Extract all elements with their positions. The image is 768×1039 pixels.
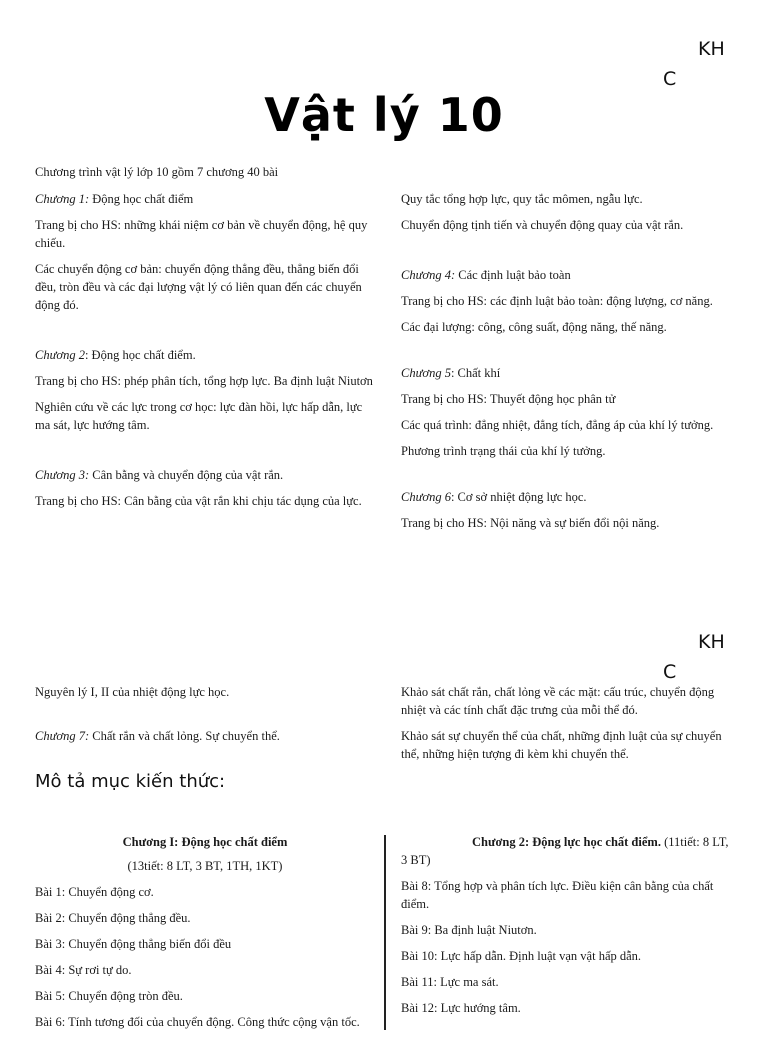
chapter1-desc-2: Các chuyển động cơ bản: chuyển động thẳng đều, thẳng biến đổi đều, tròn đều và các đại lượng vật lý có liên quan đến các chuyển động đó.: [35, 262, 362, 312]
thermo-principles: Nguyên lý I, II của nhiệt động lực học.: [35, 685, 230, 699]
chapter3-heading: Chương 3: Cân bằng và chuyển động của vật rắn.: [35, 468, 284, 482]
kh-mark-top-line1: KH: [698, 38, 725, 60]
chapter1-heading: Chương 1: Động học chất điểm: [35, 192, 194, 206]
lesson-item: Bài 1: Chuyển động cơ.: [35, 885, 154, 899]
section-title: Mô tả mục kiến thức:: [35, 771, 226, 792]
phase-change-survey: Khảo sát sự chuyển thể của chất, những định luật của sự chuyển thể, những hiện tượng đi kèm khi chuyển thể.: [401, 729, 722, 761]
lesson-item: Bài 6: Tính tương đối của chuyển động. Công thức cộng vận tốc.: [35, 1015, 360, 1029]
page1-left-column: [35, 190, 375, 518]
lesson-item: Bài 12: Lực hướng tâm.: [401, 1001, 521, 1015]
chapter1-lessons: [35, 833, 375, 1039]
chapter2-lessons: [401, 833, 736, 1025]
lesson-item: Bài 4: Sự rơi tự do.: [35, 963, 132, 977]
page1-right-column: [401, 190, 741, 540]
column-divider: [384, 835, 386, 1030]
chapter4-desc-1: Trang bị cho HS: các định luật bảo toàn: động lượng, cơ năng.: [401, 294, 713, 308]
kh-mark-top-line2: C: [663, 68, 677, 90]
rigid-body-rules: Quy tắc tổng hợp lực, quy tắc mômen, ngẫu lực.: [401, 192, 643, 206]
chapter4-desc-2: Các đại lượng: công, công suất, động năng, thế năng.: [401, 320, 667, 334]
chapter6-heading: Chương 6: Cơ sở nhiệt động lực học.: [401, 490, 587, 504]
chapter5-desc-2: Các quá trình: đẳng nhiệt, đẳng tích, đẳng áp của khí lý tưởng.: [401, 418, 714, 432]
chapter5-desc-1: Trang bị cho HS: Thuyết động học phân tử: [401, 392, 616, 406]
chapter2-desc-1: Trang bị cho HS: phép phân tích, tổng hợp lực. Ba định luật Niutơn: [35, 374, 373, 388]
lesson-item: Bài 3: Chuyển động thẳng biến đổi đều: [35, 937, 232, 951]
lesson-item: Bài 5: Chuyển động tròn đều.: [35, 989, 183, 1003]
chapter1-lessons-sub: (13tiết: 8 LT, 3 BT, 1TH, 1KT): [127, 859, 283, 873]
chapter7-heading: Chương 7: Chất rắn và chất lỏng. Sự chuyển thể.: [35, 729, 280, 743]
page-title: Vật lý 10: [264, 88, 504, 142]
chapter6-desc-1: Trang bị cho HS: Nội năng và sự biến đổi nội năng.: [401, 516, 660, 530]
lesson-item: Bài 11: Lực ma sát.: [401, 975, 499, 989]
chapter1-desc-1: Trang bị cho HS: những khái niệm cơ bản về chuyển động, hệ quy chiếu.: [35, 218, 368, 250]
lesson-item: Bài 9: Ba định luật Niutơn.: [401, 923, 537, 937]
chapter3-desc-1: Trang bị cho HS: Cân bằng của vật rắn khi chịu tác dụng của lực.: [35, 494, 362, 508]
lesson-item: Bài 10: Lực hấp dẫn. Định luật vạn vật hấp dẫn.: [401, 949, 642, 963]
intro-text: Chương trình vật lý lớp 10 gồm 7 chương 40 bài: [35, 165, 279, 179]
chapter5-heading: Chương 5: Chất khí: [401, 366, 501, 380]
kh-mark-bottom-line1: KH: [698, 631, 725, 653]
chapter2-heading: Chương 2: Động học chất điểm.: [35, 348, 196, 362]
solid-liquid-survey: Khảo sát chất rắn, chất lỏng về các mặt: cấu trúc, chuyển động nhiệt và các tính chất đặc trưng của mỗi thể đó.: [401, 685, 715, 717]
chapter2-desc-2: Nghiên cứu về các lực trong cơ học: lực đàn hồi, lực hấp dẫn, lực ma sát, lực hướng tâm.: [35, 400, 363, 432]
chapter5-desc-3: Phương trình trạng thái của khí lý tưởng.: [401, 444, 606, 458]
page2-left-column: [35, 683, 375, 753]
chapter4-heading: Chương 4: Các định luật bảo toàn: [401, 268, 571, 282]
lesson-item: Bài 2: Chuyển động thẳng đều.: [35, 911, 191, 925]
rigid-body-motion: Chuyển động tịnh tiến và chuyển động quay của vật rắn.: [401, 218, 684, 232]
chapter2-lessons-heading: Chương 2: Động lực học chất điểm. (11tiết: 8 LT, 3 BT): [401, 835, 729, 867]
kh-mark-bottom-line2: C: [663, 661, 677, 683]
page2-right-column: [401, 683, 741, 771]
lesson-item: Bài 8: Tổng hợp và phân tích lực. Điều kiện cân bằng của chất điểm.: [401, 879, 714, 911]
chapter1-lessons-heading: Chương I: Động học chất điểm: [122, 835, 288, 849]
